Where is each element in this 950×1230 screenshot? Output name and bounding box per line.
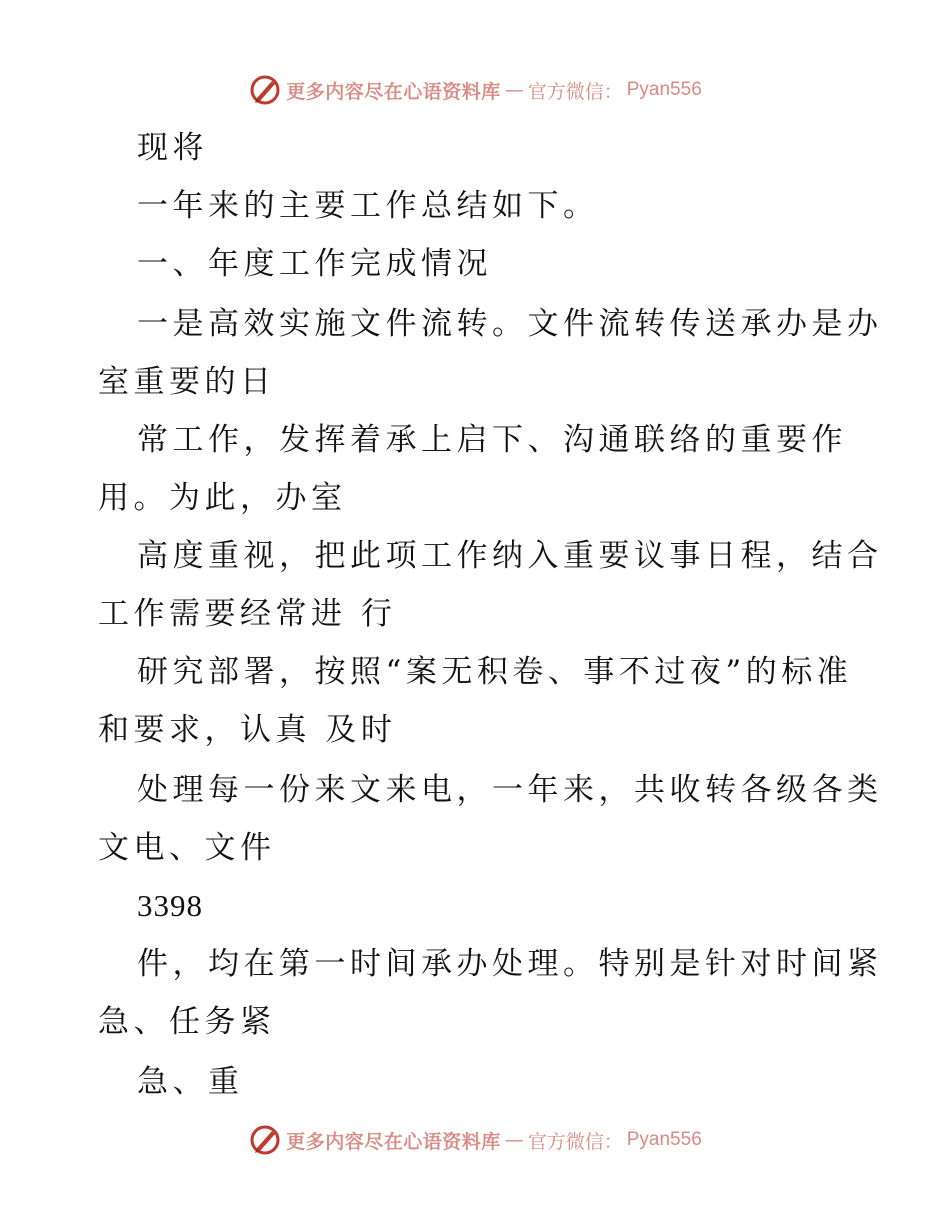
red-pen-circle-logo-icon — [248, 1123, 282, 1157]
body-line: 处理每一份来文来电，一年来，共收转各级各类 — [137, 772, 883, 808]
header-watermark — [0, 70, 950, 110]
body-line: 现将 — [137, 130, 208, 166]
body-line: 一年来的主要工作总结如下。 — [137, 188, 599, 224]
section-heading: 一、年度工作完成情况 — [137, 246, 492, 282]
body-line: 急、任务紧 — [98, 1004, 276, 1040]
footer-watermark — [0, 1120, 950, 1160]
body-line: 高度重视，把此项工作纳入重要议事日程，结合 — [137, 538, 883, 574]
body-line: 室重要的日 — [98, 364, 276, 400]
body-line: 急、重 — [137, 1064, 244, 1100]
red-pen-circle-logo-icon — [248, 73, 282, 107]
body-line: 常工作，发挥着承上启下、沟通联络的重要作 — [137, 422, 847, 458]
watermark-label: 官方微信： — [527, 80, 623, 103]
watermark-wechat-id: Pyan556 — [626, 1129, 702, 1150]
body-line: 件，均在第一时间承办处理。特别是针对时间紧 — [137, 946, 883, 982]
body-line: 研究部署，按照“案无积卷、事不过夜”的标准 — [137, 654, 853, 690]
body-line: 用。为此，办室 — [98, 480, 347, 516]
body-line-number: 3398 — [137, 888, 203, 923]
body-line: 工作需要经常进 行 — [98, 596, 397, 632]
watermark-label: 官方微信： — [527, 1130, 623, 1153]
watermark-wechat-id: Pyan556 — [626, 79, 702, 100]
watermark-brand-text: 更多内容尽在心语资料库 — [286, 80, 501, 103]
body-line: 和要求，认真 及时 — [98, 712, 397, 748]
watermark-dash: — — [504, 79, 524, 101]
watermark-brand-text: 更多内容尽在心语资料库 — [286, 1130, 501, 1153]
watermark-dash: — — [504, 1129, 524, 1151]
body-line: 一是高效实施文件流转。文件流转传送承办是办 — [137, 306, 883, 342]
body-line: 文电、文件 — [98, 830, 276, 866]
